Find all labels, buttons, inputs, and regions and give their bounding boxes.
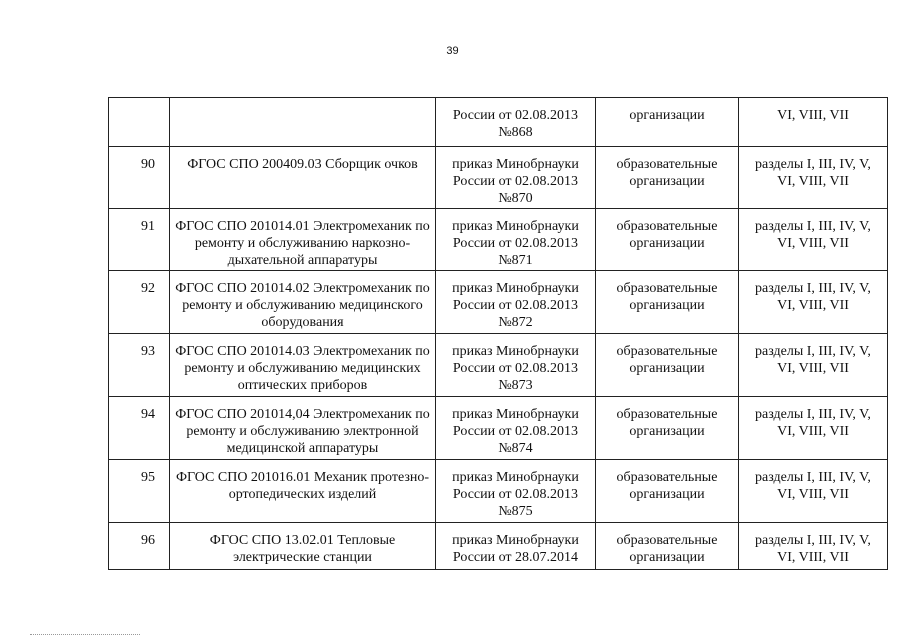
approval-order-line: России от 02.08.2013 xyxy=(452,236,579,251)
sections-line: разделы I, III, IV, V, xyxy=(755,344,871,359)
target-organizations-line: организации xyxy=(629,550,705,565)
approval-order-line: приказ Минобрнауки xyxy=(452,344,579,359)
target-organizations-cell xyxy=(596,147,739,209)
target-organizations-cell xyxy=(596,397,739,460)
approval-order-line: приказ Минобрнауки xyxy=(452,281,579,296)
standards-table-body xyxy=(109,98,888,570)
sections-cell xyxy=(739,460,888,523)
target-organizations-line: образовательные xyxy=(616,281,718,296)
approval-order-cell xyxy=(436,271,596,334)
row-number-cell: 96 xyxy=(109,523,170,570)
footer-rule xyxy=(30,634,140,635)
approval-order-line: №875 xyxy=(498,504,533,519)
approval-order-line: России от 02.08.2013 xyxy=(452,108,579,123)
sections-line: VI, VIII, VII xyxy=(777,487,849,502)
standard-title-cell: ФГОС СПО 201016.01 Механик протезно-ортопедических изделий xyxy=(170,460,436,523)
target-organizations-cell xyxy=(596,523,739,570)
table-row xyxy=(109,98,888,147)
table-row xyxy=(109,334,888,397)
approval-order-line: №873 xyxy=(498,378,533,393)
table-row xyxy=(109,523,888,570)
sections-cell xyxy=(739,334,888,397)
sections-cell xyxy=(739,98,888,147)
target-organizations-cell xyxy=(596,334,739,397)
sections-line: разделы I, III, IV, V, xyxy=(755,407,871,422)
table-row xyxy=(109,209,888,271)
approval-order-cell xyxy=(436,98,596,147)
sections-cell xyxy=(739,209,888,271)
target-organizations-line: организации xyxy=(629,361,705,376)
approval-order-line: №874 xyxy=(498,441,533,456)
target-organizations-cell xyxy=(596,209,739,271)
standard-title-cell: ФГОС СПО 200409.03 Сборщик очков xyxy=(170,147,436,209)
table-row xyxy=(109,397,888,460)
target-organizations-cell xyxy=(596,98,739,147)
table-row xyxy=(109,271,888,334)
target-organizations-line: образовательные xyxy=(616,344,718,359)
target-organizations-line: образовательные xyxy=(616,219,718,234)
sections-cell xyxy=(739,147,888,209)
row-number-cell: 92 xyxy=(109,271,170,334)
approval-order-line: России от 02.08.2013 xyxy=(452,487,579,502)
approval-order-line: России от 02.08.2013 xyxy=(452,174,579,189)
target-organizations-cell xyxy=(596,460,739,523)
approval-order-line: России от 02.08.2013 xyxy=(452,424,579,439)
sections-cell xyxy=(739,271,888,334)
standards-table xyxy=(108,97,888,570)
approval-order-line: приказ Минобрнауки xyxy=(452,533,579,548)
approval-order-line: приказ Минобрнауки xyxy=(452,157,579,172)
sections-line: VI, VIII, VII xyxy=(777,361,849,376)
sections-line: VI, VIII, VII xyxy=(777,108,849,123)
table-row xyxy=(109,460,888,523)
approval-order-line: №868 xyxy=(498,125,533,140)
row-number-cell xyxy=(109,98,170,147)
approval-order-line: России от 02.08.2013 xyxy=(452,298,579,313)
sections-line: разделы I, III, IV, V, xyxy=(755,470,871,485)
target-organizations-line: организации xyxy=(629,487,705,502)
sections-line: разделы I, III, IV, V, xyxy=(755,219,871,234)
approval-order-line: приказ Минобрнауки xyxy=(452,470,579,485)
target-organizations-line: организации xyxy=(629,298,705,313)
sections-line: VI, VIII, VII xyxy=(777,174,849,189)
row-number-cell: 95 xyxy=(109,460,170,523)
approval-order-cell xyxy=(436,209,596,271)
standard-title-cell xyxy=(170,98,436,147)
standard-title-cell: ФГОС СПО 13.02.01 Тепловые электрические станции xyxy=(170,523,436,570)
target-organizations-cell xyxy=(596,271,739,334)
sections-line: разделы I, III, IV, V, xyxy=(755,533,871,548)
row-number-cell: 93 xyxy=(109,334,170,397)
row-number-cell: 90 xyxy=(109,147,170,209)
target-organizations-line: образовательные xyxy=(616,157,718,172)
target-organizations-line: организации xyxy=(629,108,705,123)
target-organizations-line: образовательные xyxy=(616,407,718,422)
row-number-cell: 91 xyxy=(109,209,170,271)
approval-order-line: России от 02.08.2013 xyxy=(452,361,579,376)
approval-order-line: №870 xyxy=(498,191,533,206)
sections-cell xyxy=(739,523,888,570)
sections-line: VI, VIII, VII xyxy=(777,298,849,313)
target-organizations-line: образовательные xyxy=(616,533,718,548)
target-organizations-line: организации xyxy=(629,174,705,189)
row-number-cell: 94 xyxy=(109,397,170,460)
approval-order-cell xyxy=(436,397,596,460)
sections-line: разделы I, III, IV, V, xyxy=(755,157,871,172)
approval-order-line: №872 xyxy=(498,315,533,330)
standard-title-cell: ФГОС СПО 201014.01 Электромеханик по ремонту и обслуживанию наркозно-дыхательной аппаратуры xyxy=(170,209,436,271)
sections-cell xyxy=(739,397,888,460)
approval-order-cell xyxy=(436,523,596,570)
approval-order-cell xyxy=(436,147,596,209)
standard-title-cell: ФГОС СПО 201014,04 Электромеханик по ремонту и обслуживанию электронной медицинской аппаратуры xyxy=(170,397,436,460)
approval-order-cell xyxy=(436,460,596,523)
target-organizations-line: организации xyxy=(629,424,705,439)
sections-line: VI, VIII, VII xyxy=(777,236,849,251)
page-number: 39 xyxy=(446,45,459,57)
standard-title-cell: ФГОС СПО 201014.02 Электромеханик по ремонту и обслуживанию медицинского оборудования xyxy=(170,271,436,334)
approval-order-line: России от 28.07.2014 xyxy=(452,550,579,565)
standard-title-cell: ФГОС СПО 201014.03 Электромеханик по ремонту и обслуживанию медицинских оптических приборов xyxy=(170,334,436,397)
sections-line: VI, VIII, VII xyxy=(777,550,849,565)
table-row xyxy=(109,147,888,209)
target-organizations-line: образовательные xyxy=(616,470,718,485)
sections-line: VI, VIII, VII xyxy=(777,424,849,439)
target-organizations-line: организации xyxy=(629,236,705,251)
approval-order-line: №871 xyxy=(498,253,533,268)
approval-order-line: приказ Минобрнауки xyxy=(452,219,579,234)
approval-order-line: приказ Минобрнауки xyxy=(452,407,579,422)
approval-order-cell xyxy=(436,334,596,397)
sections-line: разделы I, III, IV, V, xyxy=(755,281,871,296)
